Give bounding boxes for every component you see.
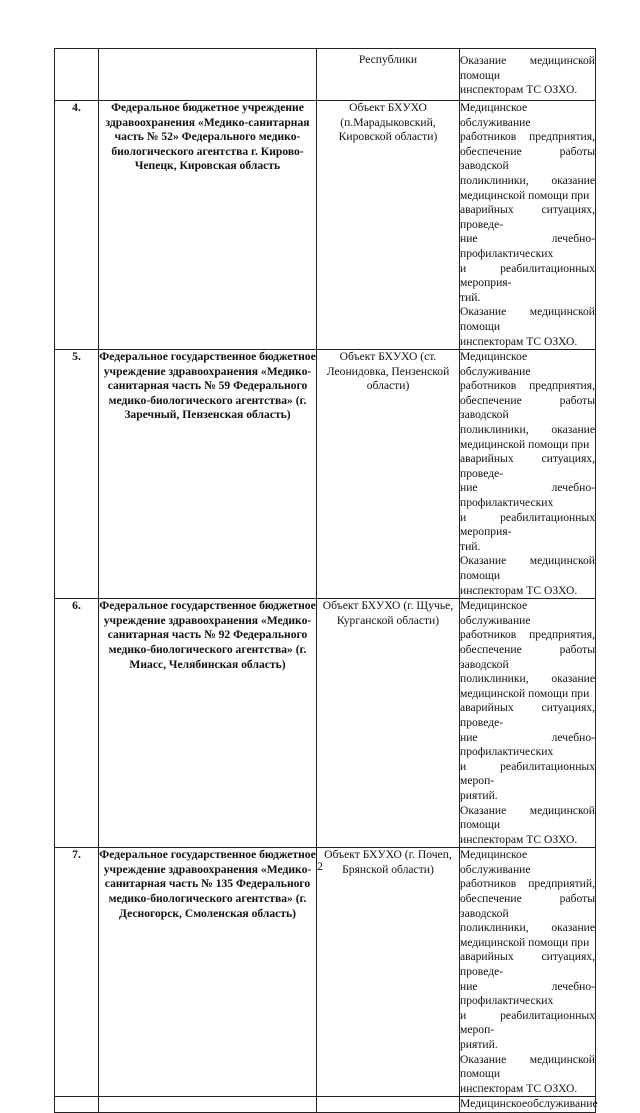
service-line: поликлиники, оказание <box>460 921 595 935</box>
table-row <box>55 350 596 599</box>
service-line: Медицинское обслуживание <box>460 848 531 876</box>
page-number: 2 <box>317 859 323 873</box>
service-line: работников предприятий, <box>460 877 595 891</box>
service-line: и реабилитационных мероп- <box>460 1008 595 1037</box>
service-line: ние лечебно-профилактических <box>460 730 595 759</box>
service-line: обеспечение работы заводской <box>460 892 595 920</box>
service-line: обеспечение работы заводской <box>460 144 595 173</box>
service-line: инспекторам ТС ОЗХО. <box>460 832 578 846</box>
service-line: медицинской помощи при <box>460 935 590 949</box>
service-line: тий. <box>460 539 481 553</box>
object-cell: Объект БХУХО (г. Щучье, Курганской области) <box>317 599 460 848</box>
service-line: Оказание медицинской помощи <box>460 1052 595 1081</box>
service-line: инспекторам ТС ОЗХО. <box>460 83 578 97</box>
table-row <box>55 1097 596 1113</box>
object-cell: Объект БХУХО (г. Почеп, Брянской области) <box>317 848 460 1097</box>
service-line: ние лечебно-профилактических <box>460 232 595 260</box>
service-line: и реабилитационных мероприя- <box>460 510 595 539</box>
service-cell <box>460 350 596 599</box>
service-line: инспекторам ТС ОЗХО. <box>460 1081 578 1095</box>
service-cell <box>460 848 596 1097</box>
service-line: работников предприятия, <box>460 628 595 642</box>
service-line: аварийных ситуациях, проведе- <box>460 701 595 729</box>
service-line: работников предприятия, <box>460 379 595 393</box>
service-line: Оказание медицинской помощи <box>460 305 595 333</box>
service-line: риятий. <box>460 788 498 802</box>
service-line: Медицинское обслуживание <box>460 1097 598 1111</box>
service-line: обеспечение работы заводской <box>460 642 595 671</box>
service-cell <box>460 49 596 101</box>
table-row <box>55 848 596 1097</box>
table-row <box>55 101 596 350</box>
service-line: Медицинское обслуживание <box>460 350 531 378</box>
object-cell: Республики <box>317 49 460 101</box>
object-cell <box>317 1097 460 1113</box>
object-cell: Объект БХУХО (ст. Леонидовка, Пензенской области) <box>317 350 460 599</box>
row-number: 4. <box>55 101 99 350</box>
service-line: аварийных ситуациях, проведе- <box>460 950 595 979</box>
table-row <box>55 49 596 101</box>
service-line: аварийных ситуациях, проведе- <box>460 203 595 231</box>
service-cell <box>460 599 596 848</box>
row-number <box>55 1097 99 1113</box>
organization-cell: Федеральное бюджетное учреждение здравоохранения «Медико-санитарная часть № 52» Федерального медико-биологического агентства г. Кирово-Чепецк, Кировская область <box>99 101 317 350</box>
service-line: ние лечебно-профилактических <box>460 481 595 510</box>
service-line: Медицинское обслуживание <box>460 599 531 627</box>
service-line: поликлиники, оказание <box>460 173 595 187</box>
organization-cell <box>99 49 317 101</box>
service-line: поликлиники, оказание <box>460 423 595 437</box>
service-line: работников предприятия, <box>460 130 595 144</box>
organization-cell: Федеральное государственное бюджетное учреждение здравоохранения «Медико-санитарная часть № 135 Федерального медико-биологического агентства» (г. Десногорск, Смоленская область) <box>99 848 317 1097</box>
row-number: 6. <box>55 599 99 848</box>
service-line: Оказание медицинской помощи <box>460 554 595 582</box>
row-number: 5. <box>55 350 99 599</box>
row-number <box>55 49 99 101</box>
service-line: тий. <box>460 290 481 304</box>
object-cell: Объект БХУХО (п.Марадыковский, Кировской области) <box>317 101 460 350</box>
service-line: и реабилитационных мероприя- <box>460 261 595 290</box>
service-line: инспекторам ТС ОЗХО. <box>460 583 578 597</box>
facilities-table <box>54 48 596 1113</box>
table-row <box>55 599 596 848</box>
service-line: обеспечение работы заводской <box>460 393 595 422</box>
row-number: 7. <box>55 848 99 1097</box>
service-line: ние лечебно-профилактических <box>460 979 595 1008</box>
service-cell <box>460 1097 596 1113</box>
service-line: медицинской помощи при <box>460 437 590 451</box>
service-line: Оказание медицинской помощи <box>460 803 595 832</box>
service-line: медицинской помощи при <box>460 188 590 202</box>
service-line: и реабилитационных мероп- <box>460 759 595 788</box>
service-line: Медицинское обслуживание <box>460 101 531 129</box>
organization-cell: Федеральное государственное бюджетное учреждение здравоохранения «Медико-санитарная часть № 92 Федерального медико-биологического агентства» (г. Миасс, Челябинская область) <box>99 599 317 848</box>
organization-cell: Федеральное государственное бюджетное учреждение здравоохранения «Медико-санитарная часть № 59 Федерального медико-биологического агентства» (г. Заречный, Пензенская область) <box>99 350 317 599</box>
service-line: инспекторам ТС ОЗХО. <box>460 334 578 348</box>
service-line: медицинской помощи при <box>460 686 590 700</box>
service-cell <box>460 101 596 350</box>
service-line: риятий. <box>460 1038 498 1051</box>
service-line: поликлиники, оказание <box>460 672 595 686</box>
service-line: аварийных ситуациях, проведе- <box>460 452 595 480</box>
organization-cell <box>99 1097 317 1113</box>
service-line: Оказание медицинской помощи <box>460 54 595 82</box>
